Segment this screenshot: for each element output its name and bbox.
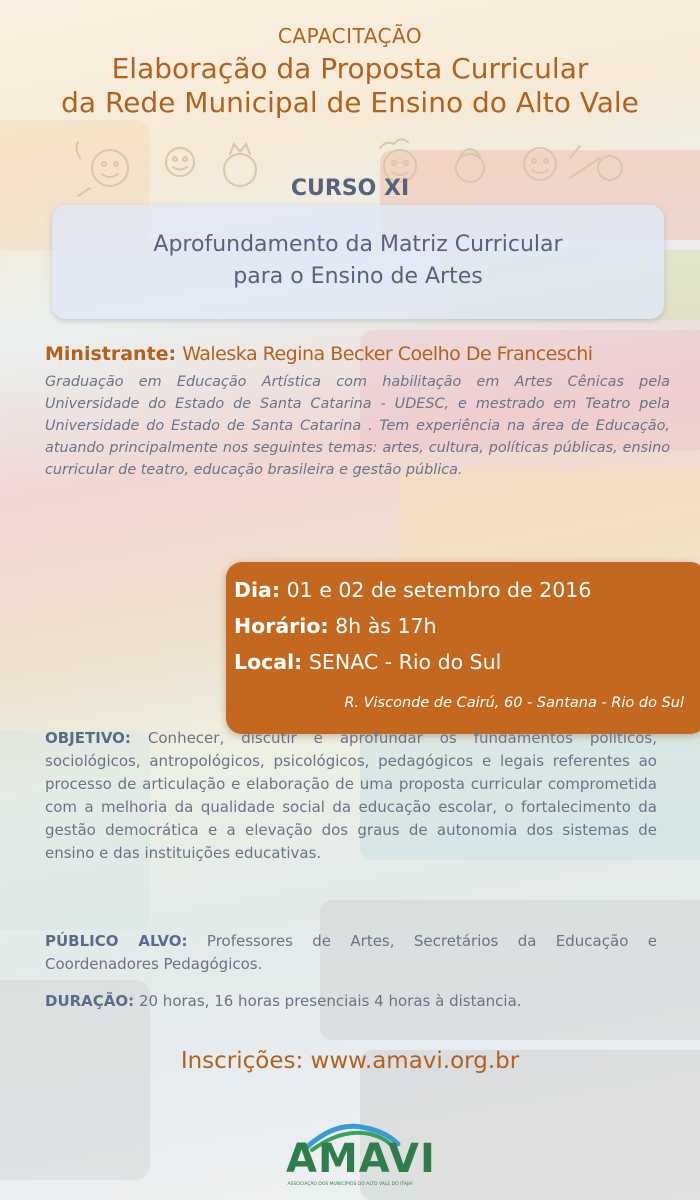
instructor-section [45,343,670,481]
event-time-label: Horário: [234,614,329,638]
course-title [52,229,664,293]
objective-label: OBJETIVO: [45,729,131,747]
logo-wordmark: AMAVI [286,1136,436,1182]
duration-text: 20 horas, 16 horas presenciais 4 horas à distancia. [138,992,522,1010]
instructor-label: Ministrante: [45,343,177,365]
objective-paragraph [45,727,657,865]
instructor-bio: Graduação em Educação Artística com habilitação em Artes Cênicas pela Universidade do Estado de Santa Catarina - UDESC, e mestrado em Teatro pela Universidade do Estado de Santa Catarina . Tem experiência na área de Educação, atuando principalmente nos seguintes temas: artes, cultura, políticas públicas, ensino curricular de teatro, educação brasileira e gestão pública. [45,374,670,478]
event-details-panel [226,562,700,734]
event-time [234,614,437,638]
instructor-heading [45,343,670,365]
course-title-line-1: Aprofundamento da Matriz Curricular [153,232,563,257]
kicker-label: CAPACITAÇÃO [277,24,423,48]
header [0,24,700,120]
objective-text: Conhecer, discutir e aprofundar os fundamentos políticos, sociológicos, antropológicos, psicológicos, pedagógicos e legais referentes ao processo de articulação e elaboração de uma proposta curricular comprometida com a melhoria da qualidade social da educação escolar, o fortalecimento da gestão democrática e a elevação dos graus de autonomia dos sistemas de ensino e das instituições educativas. [45,729,657,862]
event-date-label: Dia: [234,578,281,602]
duration-paragraph [45,990,657,1013]
instructor-name: Waleska Regina Becker Coelho De Franceschi [182,343,593,365]
audience-text: Professores de Artes, Secretários da Educação e Coordenadores Pedagógicos. [45,932,657,973]
registration-link[interactable]: Inscrições: www.amavi.org.br [180,1048,520,1074]
event-place-value: SENAC - Rio do Sul [308,650,502,674]
amavi-logo [286,1118,436,1198]
event-address: R. Visconde de Cairú, 60 - Santana - Rio do Sul [344,695,684,711]
event-place [234,650,501,674]
audience-paragraph [45,930,657,976]
audience-label: PÚBLICO ALVO: [45,932,188,950]
duration-label: DURAÇÃO: [45,992,135,1010]
event-date [234,578,591,602]
page-title-line-1: Elaboração da Proposta Curricular [111,52,589,85]
course-number: CURSO XI [290,176,410,201]
event-time-value: 8h às 17h [335,614,437,638]
event-place-label: Local: [234,650,303,674]
background-book-shape [400,470,700,560]
course-title-panel [52,205,664,319]
course-title-line-2: para o Ensino de Artes [233,264,483,289]
logo-subtitle: ASSOCIAÇÃO DOS MUNICÍPIOS DO ALTO VALE DO ITAJAÍ [287,1182,413,1187]
event-date-value: 01 e 02 de setembro de 2016 [286,578,592,602]
page-title [0,52,700,120]
page-title-line-2: da Rede Municipal de Ensino do Alto Vale [61,86,639,119]
